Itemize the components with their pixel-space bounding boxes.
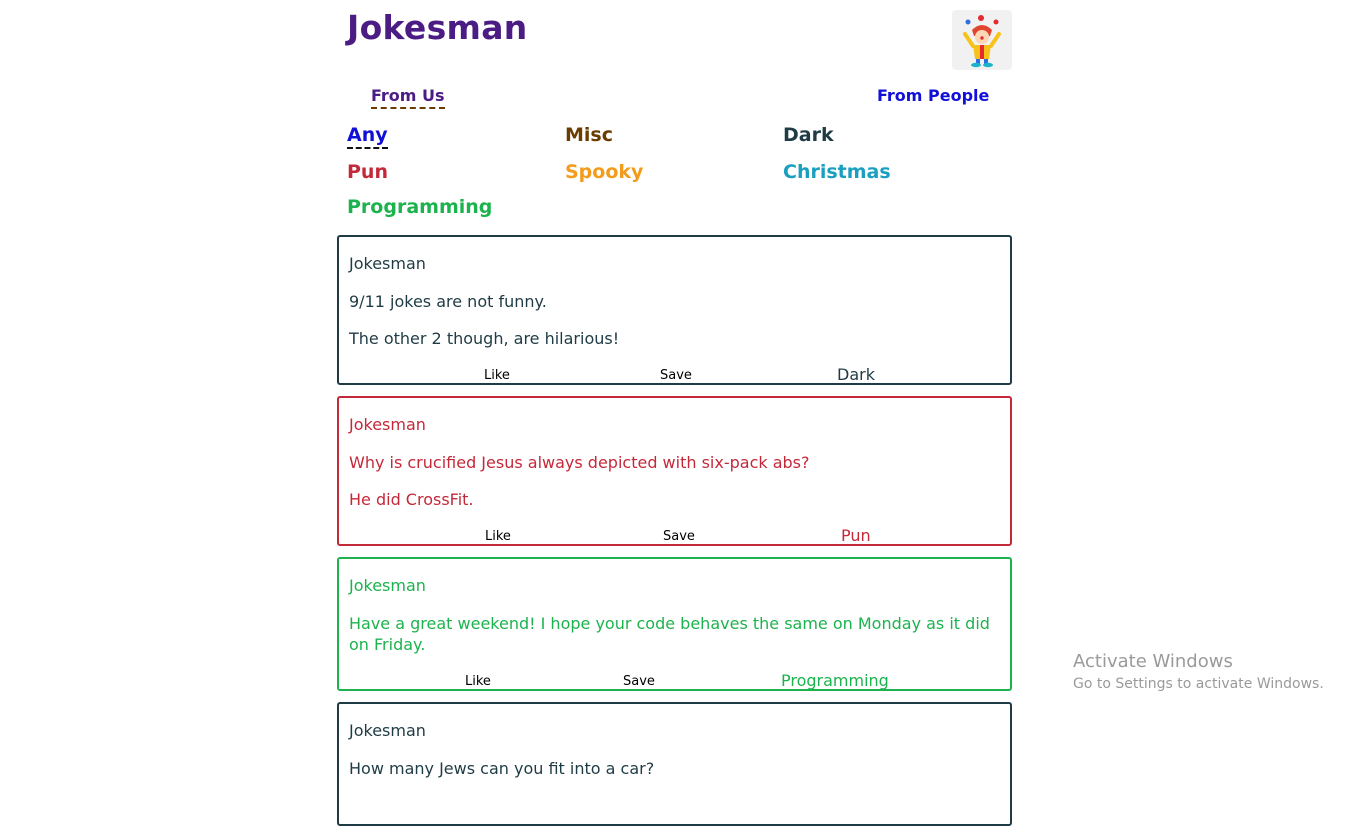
like-button[interactable]: Like [485, 529, 511, 544]
joke-category-label: Programming [781, 671, 889, 690]
category-dark[interactable]: Dark [783, 124, 834, 146]
brand-title: Jokesman [347, 8, 528, 47]
joke-card [337, 235, 1012, 385]
watermark-subtitle: Go to Settings to activate Windows. [1073, 676, 1324, 692]
joke-category-label: Pun [841, 526, 871, 545]
category-programming[interactable]: Programming [347, 196, 493, 218]
category-spooky[interactable]: Spooky [565, 161, 644, 183]
joke-setup: Why is crucified Jesus always depicted with six-pack abs? [349, 453, 810, 472]
joke-category-label: Dark [837, 365, 875, 384]
category-misc[interactable]: Misc [565, 124, 613, 146]
like-button[interactable]: Like [484, 368, 510, 383]
joke-card [337, 396, 1012, 546]
watermark-title: Activate Windows [1073, 651, 1233, 672]
joke-author: Jokesman [349, 254, 426, 273]
save-button[interactable]: Save [663, 529, 695, 544]
joke-setup: Have a great weekend! I hope your code behaves the same on Monday as it did on Friday. [349, 614, 990, 654]
category-any[interactable]: Any [347, 124, 388, 149]
joke-author: Jokesman [349, 415, 426, 434]
juggler-clown-icon[interactable] [952, 10, 1012, 70]
joke-delivery: The other 2 though, are hilarious! [349, 329, 620, 348]
joke-card [337, 702, 1012, 826]
joke-setup: 9/11 jokes are not funny. [349, 292, 547, 311]
joke-delivery: He did CrossFit. [349, 490, 474, 509]
windows-activation-watermark [1073, 651, 1324, 692]
save-button[interactable]: Save [623, 674, 655, 689]
save-button[interactable]: Save [660, 368, 692, 383]
category-pun[interactable]: Pun [347, 161, 388, 183]
joke-author: Jokesman [349, 576, 426, 595]
tab-from-people[interactable]: From People [877, 86, 990, 105]
category-christmas[interactable]: Christmas [783, 161, 891, 183]
joke-author: Jokesman [349, 721, 426, 740]
tab-from-us[interactable]: From Us [371, 86, 445, 109]
joke-card [337, 557, 1012, 691]
joke-setup: How many Jews can you fit into a car? [349, 759, 655, 778]
like-button[interactable]: Like [465, 674, 491, 689]
